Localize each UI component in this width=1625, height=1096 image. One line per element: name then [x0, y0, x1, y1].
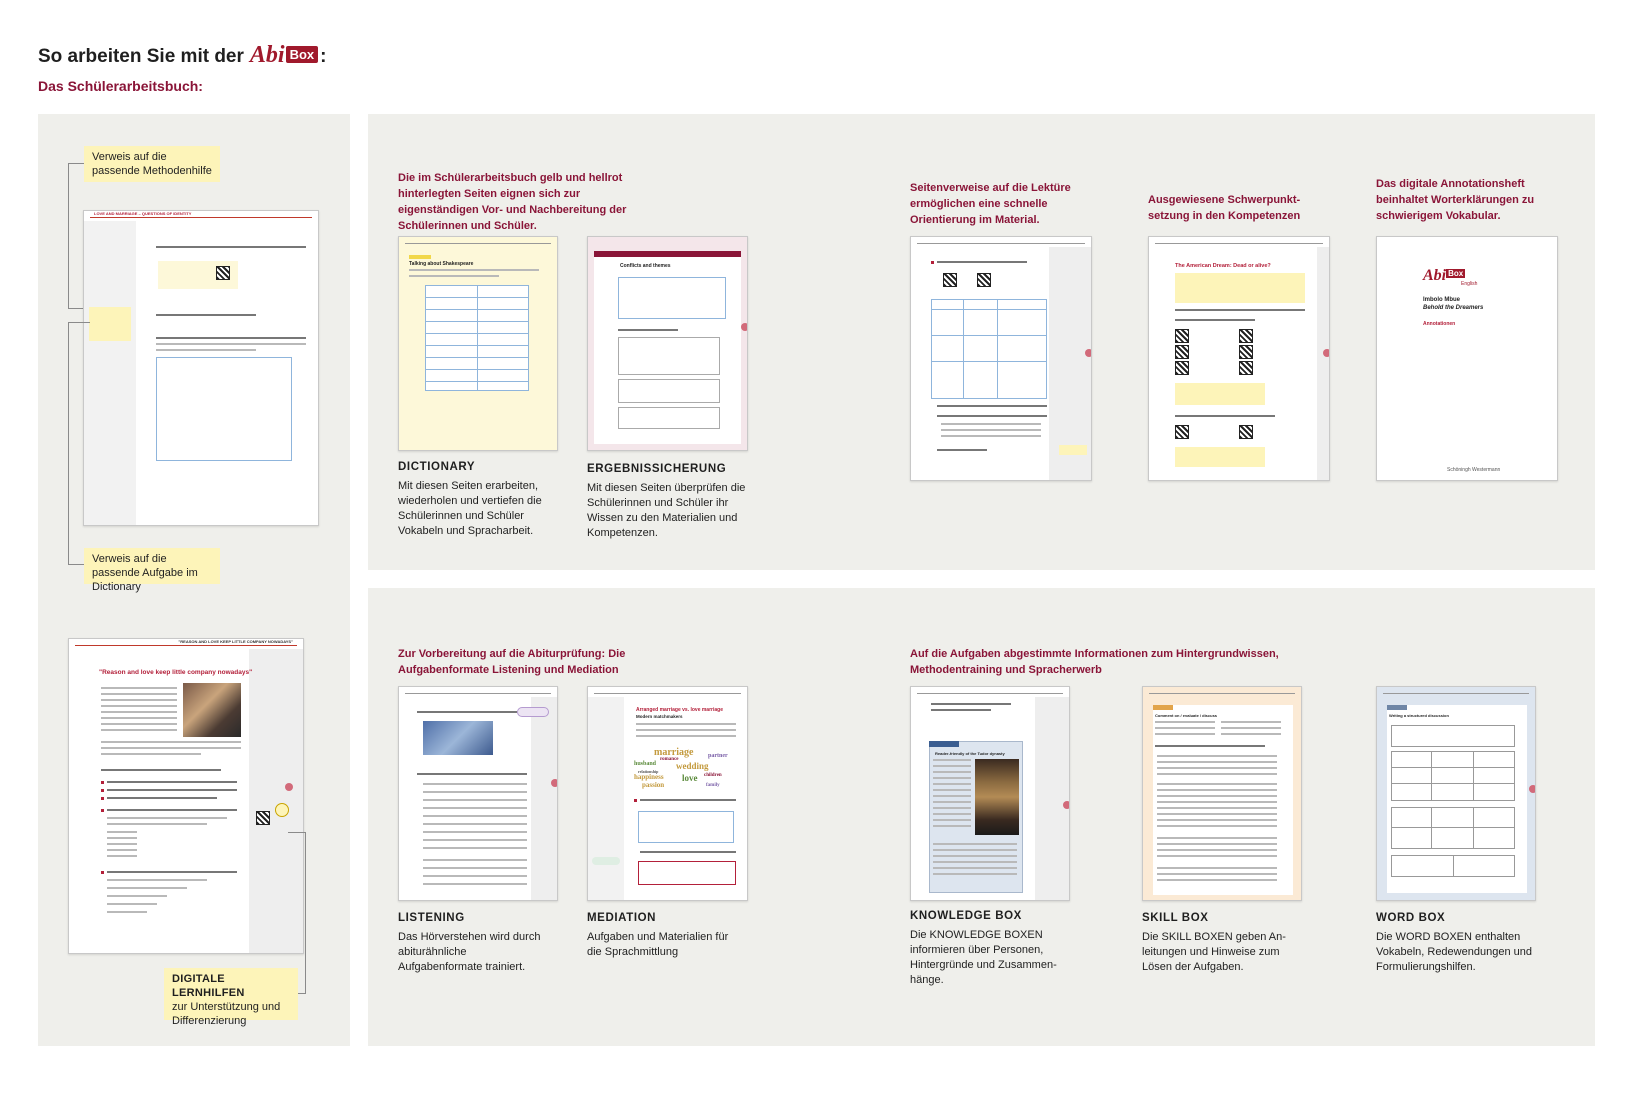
title-suffix: : — [320, 46, 327, 67]
word-page-title: Writing a structured discussion — [1389, 713, 1449, 718]
sample-page-methodenhilfe — [83, 210, 319, 526]
sample-page-dictionary — [398, 236, 558, 451]
sample-page-pagerefs — [910, 236, 1092, 481]
abibox-logo — [250, 42, 318, 69]
qr-code-icon — [256, 811, 270, 825]
knowledge-box-title: KNOWLEDGE BOX — [910, 910, 1022, 922]
focus-page-title: The American Dream: Dead or alive? — [1175, 263, 1271, 269]
mediation-page-sub: Modern matchmakers — [636, 714, 683, 719]
listening-photo — [423, 721, 493, 755]
sample-page-skill-box — [1142, 686, 1302, 901]
page-subtitle: Das Schülerarbeitsbuch: — [38, 78, 203, 94]
sample-page-annotation-cover — [1376, 236, 1558, 481]
ergebnissicherung-title: ERGEBNISSICHERUNG — [587, 463, 727, 475]
heading-annotation: Das digitale Annotationsheft beinhaltet Worterklärungen zu schwierigem Vokabular. — [1376, 178, 1535, 222]
annot-label: Annotationen — [1423, 321, 1456, 327]
annot-logo-abi: Abi — [1423, 267, 1447, 284]
annotation-logo — [1423, 267, 1477, 287]
listening-audio-badge — [517, 707, 549, 717]
sample-page-focus — [1148, 236, 1330, 481]
note-digital-body: zur Unterstützung und Differenzierung — [172, 1001, 281, 1027]
mediation-title: MEDIATION — [587, 912, 657, 924]
note-digitale-lernhilfen — [164, 968, 298, 1027]
note-methoden-text: Verweis auf die passende Methodenhilfe — [92, 151, 212, 177]
page-title-reason: "Reason and love keep little company nowadays" — [99, 669, 253, 676]
film-still-photo — [183, 683, 241, 737]
page-title — [38, 42, 326, 69]
annot-publisher: Schöningh Westermann — [1447, 467, 1501, 473]
sample-page-ergebnissicherung — [587, 236, 748, 451]
annot-author: Imbolo Mbue — [1423, 297, 1460, 303]
annot-logo-box: Box — [1448, 269, 1464, 278]
sample-page-reason-love — [68, 638, 304, 954]
dict-page-title: Talking about Shakespeare — [409, 261, 474, 267]
heading-abitur: Zur Vorbereitung auf die Abiturprüfung: Die Aufgabenformate Listening und Mediation — [398, 648, 626, 676]
annot-logo-sub: English — [1461, 281, 1478, 287]
logo-abi-text: Abi — [249, 42, 285, 68]
sample-page-listening — [398, 686, 558, 901]
mediation-body: Aufgaben und Materialien für die Sprachmittlung — [587, 931, 729, 958]
mediation-page-title: Arranged marriage vs. love marriage — [636, 707, 723, 713]
listening-title: LISTENING — [398, 912, 465, 924]
connector-dictionary — [68, 322, 84, 565]
ergebnissicherung-body: Mit diesen Seiten überprüfen die Schülerinnen und Schüler ihr Wissen zu den Materialien und Kompetenzen. — [587, 482, 746, 539]
note-digital-title: DIGITALE LERNHILFEN — [172, 973, 245, 999]
sample-page-word-box — [1376, 686, 1536, 901]
heading-pagerefs: Seitenverweise auf die Lektüre ermöglichen eine schnelle Orientierung im Material. — [910, 182, 1071, 226]
margin-note-yellow — [89, 307, 131, 341]
wordcloud: marriage romance wedding husband partner happiness passion love children relationship family — [634, 747, 728, 789]
connector-dictionary-head — [68, 322, 90, 323]
listening-body: Das Hörverstehen wird durch abiturähnliche Aufgabenformate trainiert. — [398, 931, 541, 973]
dictionary-body: Mit diesen Seiten erarbeiten, wiederholen und vertiefen die Schülerinnen und Schüler Vokabeln und Spracharbeit. — [398, 480, 542, 537]
heading-boxes: Auf die Aufgaben abgestimmte Informationen zum Hintergrundwissen, Methodentraining und Spracherwerb — [910, 648, 1279, 676]
heading-selfstudy: Die im Schülerarbeitsbuch gelb und hellrot hinterlegten Seiten eignen sich zur eigenständigen Vor- und Nachbereitung der Schülerinnen und Schüler. — [398, 172, 627, 232]
digital-help-icon — [275, 803, 289, 817]
sample-page-mediation — [587, 686, 748, 901]
page-running-head: LOVE AND MARRIAGE – QUESTIONS OF IDENTITY — [94, 211, 192, 216]
erg-page-title: Conflicts and themes — [620, 263, 671, 269]
sample-page-knowledge-box — [910, 686, 1070, 901]
connector-methoden — [68, 163, 84, 308]
annot-book: Behold the Dreamers — [1423, 305, 1484, 311]
skill-box-body: Die SKILL BOXEN geben An-leitungen und Hinweise zum Lösen der Aufgaben. — [1142, 931, 1286, 973]
logo-box-text: Box — [286, 46, 319, 63]
note-methoden — [84, 146, 220, 182]
note-dictionary-text: Verweis auf die passende Aufgabe im Dictionary — [92, 553, 198, 593]
skill-page-title: Comment on / evaluate / discuss — [1155, 713, 1218, 718]
knowledge-page-title: Reader-friendly of the Tudor dynasty — [935, 751, 1005, 756]
word-box-body: Die WORD BOXEN enthalten Vokabeln, Redewendungen und Formulierungshilfen. — [1376, 931, 1532, 973]
knowledge-box-body: Die KNOWLEDGE BOXEN informieren über Personen, Hintergründe und Zusammen-hänge. — [910, 929, 1057, 986]
dictionary-title: DICTIONARY — [398, 461, 476, 473]
note-dictionary — [84, 548, 220, 593]
tudor-portrait-photo — [975, 759, 1019, 835]
word-box-title: WORD BOX — [1376, 912, 1446, 924]
page-running-head-2: "REASON AND LOVE KEEP LITTLE COMPANY NOWADAYS" — [178, 639, 293, 644]
heading-focus: Ausgewiesene Schwerpunkt-setzung in den Kompetenzen — [1148, 194, 1301, 222]
skill-box-title: SKILL BOX — [1142, 912, 1209, 924]
title-prefix: So arbeiten Sie mit der — [38, 46, 244, 67]
